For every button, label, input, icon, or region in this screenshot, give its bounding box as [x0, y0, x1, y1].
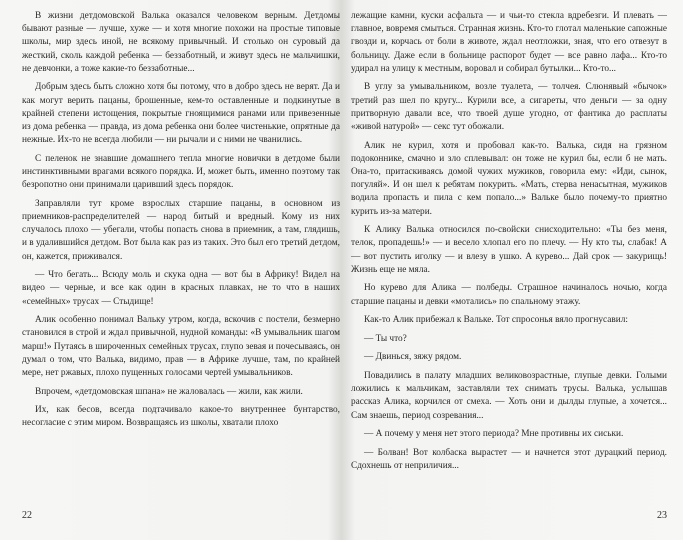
left-page-text [22, 10, 340, 431]
paragraph: Добрым здесь быть сложно хотя бы потому, что в добро здесь не верят. Да и как могут верить пацаны, брошенные, кем-то оставленные и подкинутые в крайней степени истощения, покрытые гноящимися ранами или привезенные из дома ребенка — правда, из дома ребенка они более чистенькие, опрятные да нежные. Их-то не всегда любили — ни рычали и с ними не чванились. [22, 82, 340, 146]
paragraph: Как-то Алик прибежал к Вальке. Тот спросонья вяло прогнусавил: [364, 315, 628, 326]
page-number: 23 [657, 510, 667, 521]
paragraph: — Что бегать... Всюду моль и скука одна — вот бы в Африку! Видел на видео — черные, и все как один в красных плавках, не то что в наших «семейных» трусах — Стыдище! [22, 270, 340, 307]
paragraph: — Ты что? [364, 333, 407, 344]
paragraph: — А почему у меня нет этого периода? Мне противны их сиськи. [364, 429, 624, 440]
paragraph: Алик особенно понимал Вальку утром, когда, вскочив с постели, безмерно становился в строй и ждал привычной, нудной команды: «В умывальник шагом марш!» Путаясь в широченных семейных трусах, глупо зевая и почесываясь, он думал о том, что Валька, видимо, прав — в Африке лучше, там, по крайней мере, нет ржавых, плохо пущенных голосами чертей умывальников. [22, 315, 340, 379]
paragraph: Повадились в палату младших великовозрастные, глупые девки. Голыми ложились к мальчикам, заставляли тех снимать трусы. Валька, услышав рассказ Алика, корчился от смеха. — Хоть они и дылды глупые, а хочется... Сам знаешь, период созревания... [351, 371, 667, 421]
paragraph: Но курево для Алика — полбеды. Страшное начиналось ночью, когда старшие пацаны и девки «мотались» по спальному этажу. [351, 283, 667, 307]
paragraph: — Болван! Вот колбаска вырастет — и начнется этот дурацкий период. Сдохнешь от неприличия... [351, 447, 667, 471]
page-number: 22 [22, 510, 32, 521]
paragraph: Заправляли тут кроме взрослых старшие пацаны, в основном из приемников-распределителей — народ битый и вредный. Кому из них случалось плохо — убегали, чтобы попасть снова в приемник, а там, глядишь, и в удалившийся детдом. Вот была как раз из таких. Это был его третий детдом, он, кажется, приживался. [22, 198, 340, 262]
left-page [22, 10, 340, 530]
paragraph: К Алику Валька относился по-свойски снисходительно: «Ты без меня, телок, пропадешь!» — и весело хлопал его по плечу. — Ну кто ты, слабак! А — вот пустить иголку — и влезу в ушко. А курево... Дай срок — закурищь! Жизнь еще не мяла. [351, 225, 667, 275]
paragraph: — Двинься, зяжу рядом. [364, 352, 462, 363]
right-page [351, 10, 667, 530]
paragraph: Их, как бесов, всегда подтачивало какое-то внутреннее бунтарство, несогласие с этим миром. Возвращаясь из школы, хватали плохо [22, 405, 340, 429]
paragraph: лежащие камни, куски асфальта — и чьи-то стекла вдребезги. И плевать — главное, вовремя смыться. Странная жизнь. Кто-то глотал маленькие сапожные гвозди и, корчась от боли в животе, ждал неотложки, зная, что его отвезут в больницу. Даже если в больнице распорот будет — все равно лафа... Кто-то удирал на улицу к местным, воровал и собирал бутылки... Кто-то... [351, 11, 667, 74]
paragraph: Впрочем, «детдомовская шпана» не жаловалась — жили, как жили. [35, 386, 303, 397]
right-page-text [351, 10, 667, 473]
paragraph: В жизни детдомовской Валька оказался человеком верным. Детдомы бывают разные — лучше, хуже — и хотя многие похожи на простые типовые школы, мир здесь иной, не всякому привычный. И столько он суровый да жесткий, сколь каждой ребенка — беззаботный, и живут здесь не мальчишки, не девчонки, а тоже какие-то беззаботные... [22, 11, 340, 74]
paragraph: Алик не курил, хотя и пробовал как-то. Валька, сидя на грязном подоконнике, смачно и зло сплевывал: он тоже не курил бы, если б не мать. Она-то, притаскиваясь домой чужих мужиков, говорила ему: «Иди, сынок, погуляй». И он шел к ребятам покурить. «Мать, стерва ненасытная, мужиков водила пропасть и пила с кем попало...» Вальке было почему-то приятно курить из-за матери. [351, 140, 667, 217]
paragraph: В углу за умывальником, возле туалета, — толчея. Слюнявый «бычок» третий раз шел по кругу... Курили все, а сигареты, что деньги — за одну притворную давали все, что твоей душе угодно, от фантика до расплаты «живой натурой» — секс тут обожали. [351, 82, 667, 133]
paragraph: С пеленок не знавшие домашнего тепла многие новички в детдоме были инстинктивными врагами всякого порядка. И, может быть, именно поэтому так безропотно они принимали царивший здесь порядок. [22, 153, 340, 191]
